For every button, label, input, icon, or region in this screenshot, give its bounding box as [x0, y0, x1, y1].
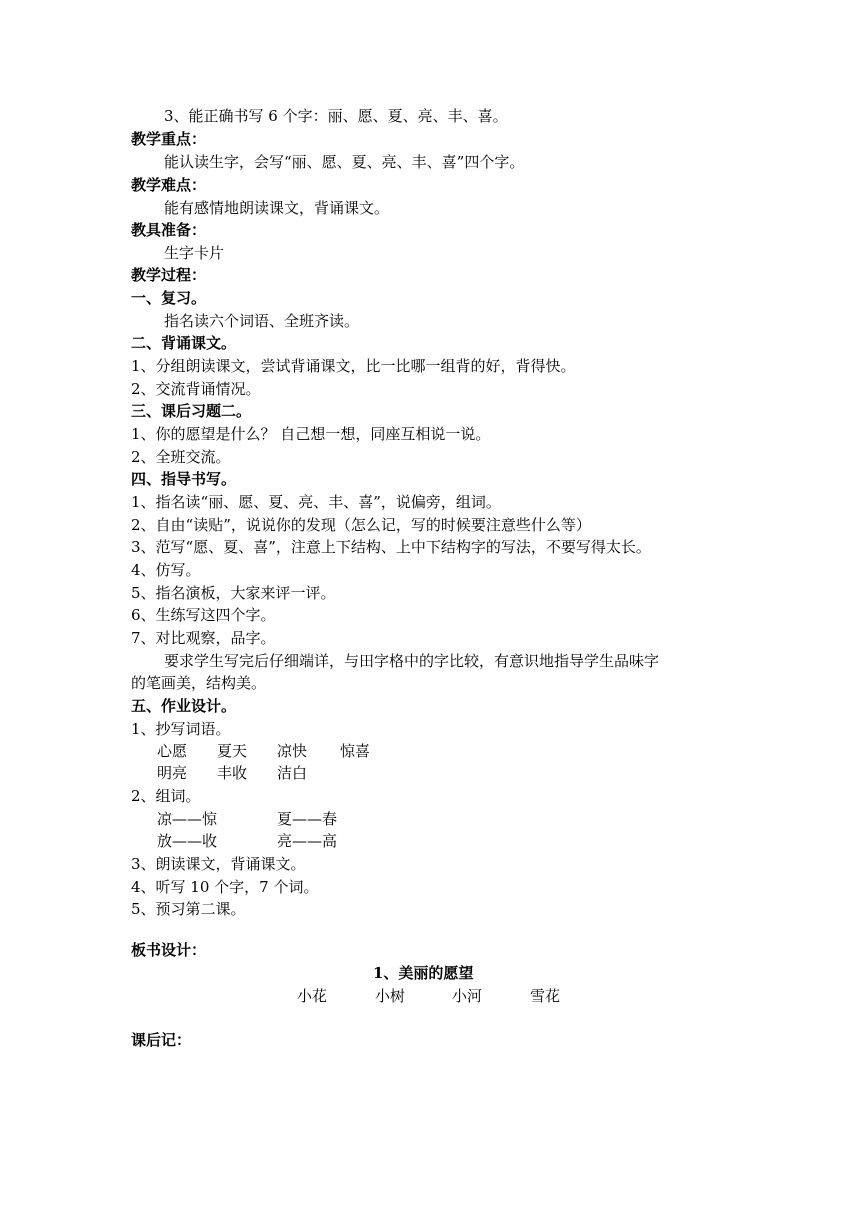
- section-4-item: 1、指名读“丽、愿、夏、亮、丰、喜”，说偏旁，组词。: [131, 493, 501, 511]
- section-4-item: 3、范写“愿、夏、喜”，注意上下结构、上中下结构字的写法，不要写得太长。: [131, 538, 651, 556]
- board-word: 小花: [297, 987, 328, 1005]
- section-3-item: 1、你的愿望是什么？ 自己想一想，同座互相说一说。: [131, 425, 491, 443]
- section-4-item: 5、指名演板，大家来评一评。: [131, 584, 336, 602]
- materials-heading: 教具准备：: [131, 221, 207, 239]
- word-cell: 凉快: [277, 742, 308, 760]
- board-title: 1、美丽的愿望: [373, 964, 474, 982]
- board-word: 小河: [452, 987, 483, 1005]
- materials-text: 生字卡片: [164, 244, 225, 262]
- section-5-item-2: 2、组词。: [131, 787, 201, 805]
- section-4-item: 7、对比观察，品字。: [131, 629, 276, 647]
- process-heading: 教学过程：: [131, 266, 207, 284]
- section-3-item: 2、全班交流。: [131, 448, 231, 466]
- section-2-heading: 二、背诵课文。: [131, 334, 237, 352]
- section-4-item: 6、生练写这四个字。: [131, 606, 276, 624]
- word-pair: 放——收: [157, 832, 218, 850]
- word-cell: 夏天: [217, 742, 248, 760]
- word-cell: 丰收: [217, 764, 248, 782]
- section-5-item-3: 3、朗读课文，背诵课文。: [131, 855, 306, 873]
- word-cell: 明亮: [157, 764, 188, 782]
- section-4-heading: 四、指导书写。: [131, 470, 237, 488]
- board-word: 小树: [375, 987, 406, 1005]
- section-5-item-4: 4、听写 10 个字，7 个词。: [131, 878, 319, 896]
- section-2-item: 1、分组朗读课文，尝试背诵课文，比一比哪一组背的好，背得快。: [131, 357, 576, 375]
- key-points-text: 能认读生字，会写“丽、愿、夏、亮、丰、喜”四个字。: [164, 153, 525, 171]
- word-cell: 惊喜: [340, 742, 371, 760]
- word-pair: 夏——春: [277, 810, 338, 828]
- section-1-text: 指名读六个词语、全班齐读。: [164, 312, 360, 330]
- objective-item-3: 3、能正确书写 6 个字：丽、愿、夏、亮、丰、喜。: [164, 107, 508, 125]
- section-1-heading: 一、复习。: [131, 289, 207, 307]
- word-cell: 洁白: [277, 764, 308, 782]
- section-4-item: 4、仿写。: [131, 561, 201, 579]
- section-5-item-1: 1、抄写词语。: [131, 720, 231, 738]
- board-heading: 板书设计：: [131, 941, 207, 959]
- section-4-item: 2、自由“读贴”，说说你的发现（怎么记，写的时候要注意些什么等）: [131, 516, 591, 534]
- word-pair: 亮——高: [277, 832, 338, 850]
- difficulties-text: 能有感情地朗读课文，背诵课文。: [164, 199, 390, 217]
- section-4-paragraph-line-2: 的笔画美，结构美。: [131, 674, 267, 692]
- word-pair: 凉——惊: [157, 810, 218, 828]
- key-points-heading: 教学重点：: [131, 130, 207, 148]
- board-word: 雪花: [530, 987, 561, 1005]
- section-5-item-5: 5、预习第二课。: [131, 900, 246, 918]
- section-2-item: 2、交流背诵情况。: [131, 380, 261, 398]
- reflection-heading: 课后记：: [131, 1031, 192, 1049]
- section-4-paragraph-line-1: 要求学生写完后仔细端详，与田字格中的字比较，有意识地指导学生品味字: [164, 652, 660, 670]
- word-cell: 心愿: [157, 742, 188, 760]
- difficulties-heading: 教学难点：: [131, 176, 207, 194]
- section-3-heading: 三、课后习题二。: [131, 402, 252, 420]
- section-5-heading: 五、作业设计。: [131, 697, 237, 715]
